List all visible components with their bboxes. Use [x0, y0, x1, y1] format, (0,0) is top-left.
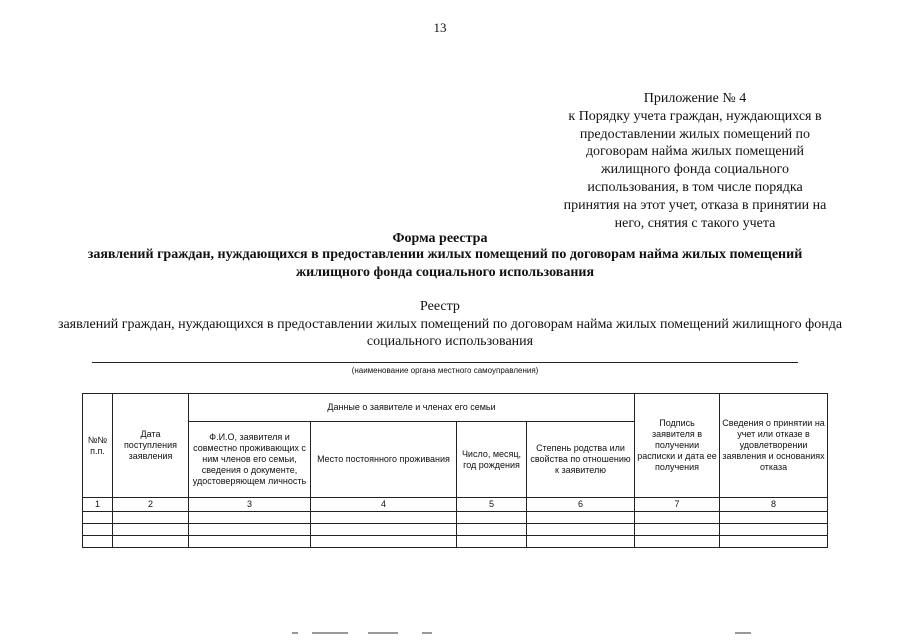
- table-cell: [635, 524, 720, 536]
- table-cell: [113, 512, 189, 524]
- table-row: [83, 524, 828, 536]
- table-cell: [83, 536, 113, 548]
- scan-artifact: [735, 632, 751, 634]
- column-number: 2: [113, 498, 189, 512]
- column-header-date: Дата поступления заявления: [113, 394, 189, 498]
- column-header-number: №№ п.п.: [83, 394, 113, 498]
- column-header-signature: Подпись заявителя в получении расписки и дата ее получения: [635, 394, 720, 498]
- table-cell: [635, 512, 720, 524]
- column-number-row: [83, 498, 828, 512]
- column-group-applicant-data: Данные о заявителе и членах его семьи: [189, 394, 635, 422]
- table-cell: [311, 524, 457, 536]
- column-number: 1: [83, 498, 113, 512]
- column-header-relationship: Степень родства или свойства по отношению к заявителю: [527, 422, 635, 498]
- org-name-caption: (наименование органа местного самоуправления): [351, 366, 539, 375]
- scan-artifact: [368, 632, 398, 634]
- scan-artifact: [292, 632, 298, 634]
- form-title: Форма реестра: [392, 231, 488, 246]
- table-cell: [457, 512, 527, 524]
- table-cell: [189, 536, 311, 548]
- table-cell: [83, 524, 113, 536]
- org-name-line: [92, 362, 798, 363]
- table-cell: [720, 512, 828, 524]
- appendix-line: предоставлении жилых помещений по: [579, 126, 811, 142]
- table-cell: [457, 536, 527, 548]
- appendix-line: к Порядку учета граждан, нуждающихся в: [568, 108, 822, 124]
- table-cell: [720, 536, 828, 548]
- scan-artifact: [422, 632, 432, 634]
- column-header-residence: Место постоянного проживания: [311, 422, 457, 498]
- page-number: 13: [433, 20, 447, 35]
- form-subtitle: заявлений граждан, нуждающихся в предоставлении жилых помещений по договорам найма жилых помещений жилищного фонда социального использования: [87, 247, 803, 280]
- column-number: 7: [635, 498, 720, 512]
- table-header-row: [83, 394, 828, 422]
- table-cell: [720, 524, 828, 536]
- column-number: 5: [457, 498, 527, 512]
- appendix-line: принятия на этот учет, отказа в принятии на: [563, 197, 827, 213]
- registry-subtitle: заявлений граждан, нуждающихся в предоставлении жилых помещений по договорам найма жилых помещений жилищного фонда социального использования: [57, 317, 843, 349]
- table-cell: [527, 512, 635, 524]
- appendix-line: жилищного фонда социального: [600, 162, 789, 178]
- column-header-birthdate: Число, месяц, год рождения: [457, 422, 527, 498]
- table-cell: [189, 524, 311, 536]
- table-cell: [311, 536, 457, 548]
- column-number: 6: [527, 498, 635, 512]
- column-number: 4: [311, 498, 457, 512]
- column-header-decision: Сведения о принятии на учет или отказе в удовлетворении заявления и основаниях отказа: [720, 394, 828, 498]
- table-cell: [527, 524, 635, 536]
- table-cell: [311, 512, 457, 524]
- appendix-block: [540, 90, 850, 232]
- column-number: 3: [189, 498, 311, 512]
- appendix-line: использования, в том числе порядка: [587, 179, 803, 195]
- registry-table: [82, 393, 828, 548]
- table-cell: [635, 536, 720, 548]
- scan-artifact: [312, 632, 348, 634]
- table-row: [83, 536, 828, 548]
- table-cell: [83, 512, 113, 524]
- column-header-fio: Ф.И.О, заявителя и совместно проживающих с ним членов его семьи, сведения о документе, удостоверяющем личность: [189, 422, 311, 498]
- table-cell: [113, 524, 189, 536]
- table-row: [83, 512, 828, 524]
- column-number: 8: [720, 498, 828, 512]
- table-cell: [189, 512, 311, 524]
- appendix-line: Приложение № 4: [643, 91, 747, 106]
- appendix-line: него, снятия с такого учета: [614, 215, 776, 231]
- table-cell: [113, 536, 189, 548]
- table-cell: [527, 536, 635, 548]
- appendix-line: договорам найма жилых помещений: [585, 144, 805, 160]
- table-cell: [457, 524, 527, 536]
- registry-title: Реестр: [420, 299, 460, 314]
